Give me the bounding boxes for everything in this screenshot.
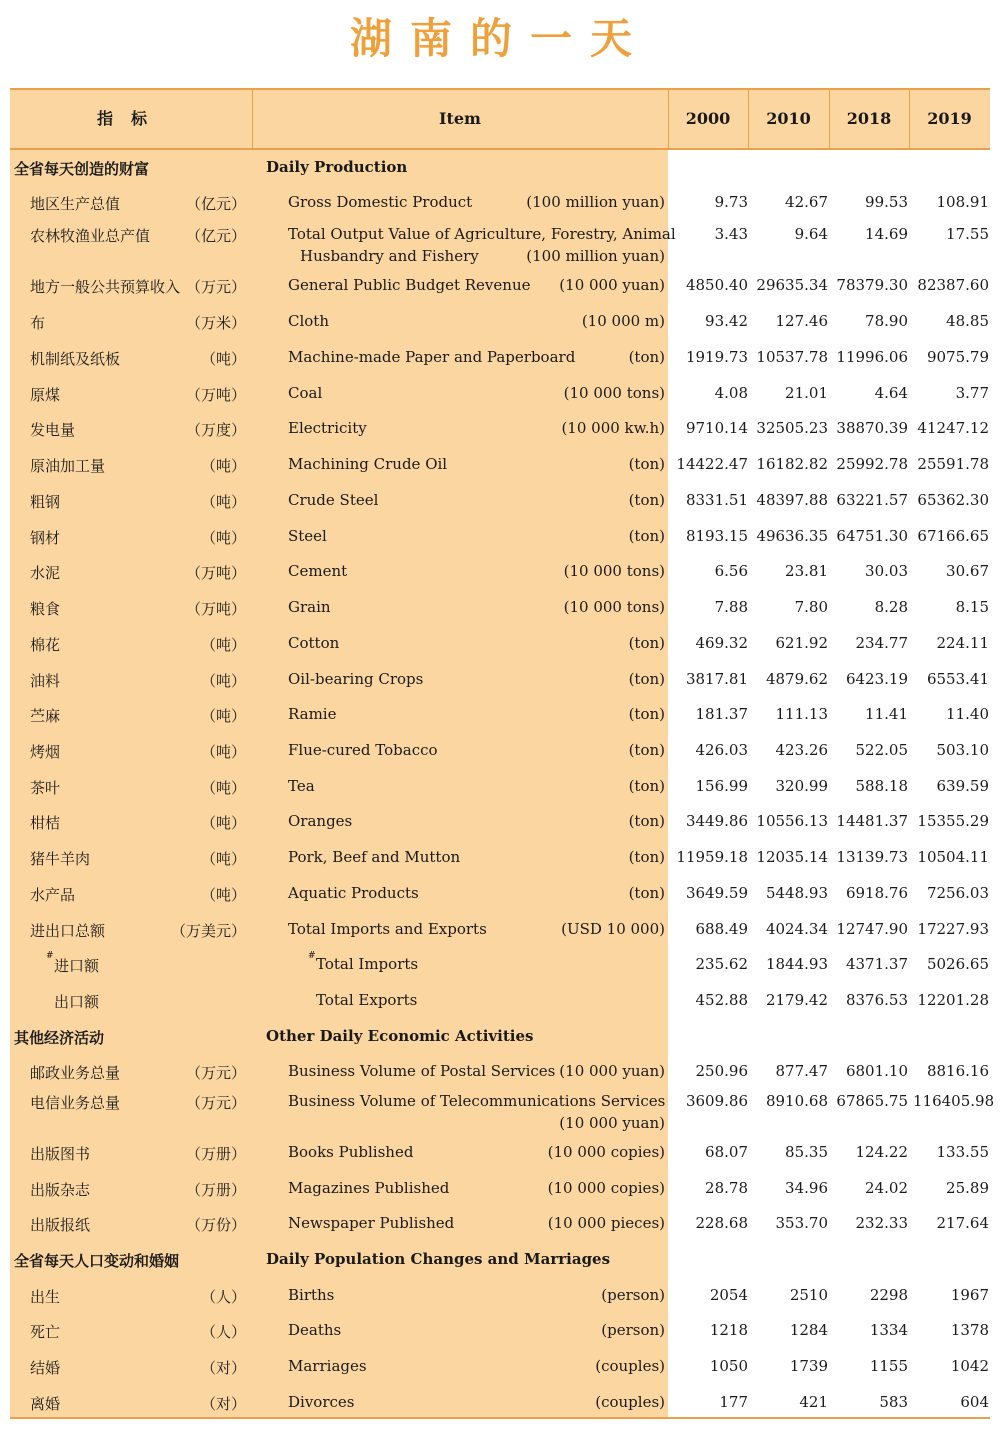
indicator-name-en: Oil-bearing Crops — [288, 670, 424, 688]
indicator-name-en: Gross Domestic Product — [288, 193, 473, 211]
value-2019: 17.55 — [946, 225, 989, 243]
indicator-unit-en: (ton) — [628, 705, 665, 723]
value-2019: 133.55 — [936, 1143, 989, 1161]
indicator-name-cn: 地区生产总值 — [30, 195, 121, 213]
value-2010: 5448.93 — [765, 884, 828, 902]
indicator-name-en: Marriages — [288, 1357, 367, 1375]
indicator-unit-en: (10 000 pieces) — [547, 1214, 665, 1232]
indicator-unit-en: (ton) — [628, 741, 665, 759]
value-2000: 8331.51 — [685, 491, 748, 509]
footnote-mark: # — [46, 951, 54, 961]
value-2019: 9075.79 — [926, 348, 989, 366]
value-2000: 156.99 — [695, 777, 748, 795]
value-2010: 877.47 — [775, 1062, 828, 1080]
indicator-unit-cn: （对） — [200, 1359, 246, 1377]
value-2018: 2298 — [869, 1286, 908, 1304]
value-2019: 224.11 — [936, 634, 989, 652]
value-2010: 42.67 — [785, 193, 828, 211]
value-2019: 3.77 — [955, 384, 989, 402]
indicator-name-en: Cotton — [288, 634, 340, 652]
value-2019: 25.89 — [946, 1179, 989, 1197]
indicator-name-en: Total Output Value of Agriculture, Forestry, Animal — [288, 225, 676, 243]
value-2010: 353.70 — [775, 1214, 828, 1232]
value-2000: 14422.47 — [676, 455, 748, 473]
value-2018: 38870.39 — [836, 419, 908, 437]
indicator-unit-cn: （万份） — [185, 1216, 246, 1234]
indicator-unit-cn: （吨） — [200, 814, 246, 832]
indicator-name-en: Oranges — [288, 812, 353, 830]
value-2010: 8910.68 — [765, 1092, 828, 1110]
indicator-unit-en: (ton) — [628, 670, 665, 688]
value-2018: 99.53 — [865, 193, 908, 211]
header-year-2018: 2018 — [846, 109, 892, 128]
value-2010: 4024.34 — [765, 920, 828, 938]
value-2010: 621.92 — [775, 634, 828, 652]
value-2000: 452.88 — [695, 991, 748, 1009]
section-title-cn: 全省每天人口变动和婚姻 — [14, 1252, 180, 1270]
indicator-name-cn: 水泥 — [30, 564, 61, 582]
indicator-unit-en: (ton) — [628, 527, 665, 545]
indicator-name-en: Aquatic Products — [288, 884, 419, 902]
indicator-name-cn: 钢材 — [30, 529, 61, 547]
indicator-unit-en: (person) — [601, 1321, 665, 1339]
indicator-unit-en: (ton) — [628, 348, 665, 366]
indicator-name-en: Newspaper Published — [288, 1214, 455, 1232]
value-2018: 25992.78 — [836, 455, 908, 473]
value-2010: 32505.23 — [756, 419, 828, 437]
value-2018: 24.02 — [865, 1179, 908, 1197]
indicator-unit-cn: （吨） — [200, 850, 246, 868]
indicator-unit-cn: （万元） — [185, 278, 246, 296]
value-2019: 108.91 — [936, 193, 989, 211]
sub-indicator-name-cn: 出口额 — [54, 993, 100, 1011]
value-2019: 8.15 — [955, 598, 989, 616]
indicator-name-cn: 出版杂志 — [30, 1181, 91, 1199]
value-2019: 604 — [960, 1393, 989, 1411]
value-2010: 421 — [799, 1393, 828, 1411]
indicator-unit-cn: （吨） — [200, 350, 246, 368]
value-2010: 2179.42 — [765, 991, 828, 1009]
value-2018: 588.18 — [855, 777, 908, 795]
indicator-unit-en: (ton) — [628, 455, 665, 473]
value-2010: 49636.35 — [756, 527, 828, 545]
indicator-name-cn: 邮政业务总量 — [30, 1064, 121, 1082]
value-2000: 469.32 — [695, 634, 748, 652]
value-2018: 78.90 — [865, 312, 908, 330]
value-2018: 11.41 — [865, 705, 908, 723]
indicator-unit-en: (10 000 kw.h) — [561, 419, 665, 437]
table-bottom-rule — [10, 1417, 990, 1419]
value-2000: 68.07 — [705, 1143, 748, 1161]
indicator-name-en: Crude Steel — [288, 491, 379, 509]
indicator-unit-cn: （万米） — [185, 314, 246, 332]
indicator-unit-en: (couples) — [595, 1357, 665, 1375]
value-2019: 6553.41 — [926, 670, 989, 688]
indicator-unit-cn: （人） — [200, 1323, 246, 1341]
section-title-en: Daily Population Changes and Marriages — [266, 1250, 611, 1268]
indicator-unit-cn: （人） — [200, 1288, 246, 1306]
value-2010: 10556.13 — [756, 812, 828, 830]
value-2018: 8.28 — [874, 598, 908, 616]
indicator-name-en: Electricity — [288, 419, 367, 437]
value-2019: 116405.98 — [913, 1092, 995, 1110]
indicator-name-en: Divorces — [288, 1393, 355, 1411]
indicator-name-cn: 原油加工量 — [30, 457, 106, 475]
value-2018: 64751.30 — [836, 527, 908, 545]
indicator-name-cn: 出生 — [30, 1288, 61, 1306]
value-2018: 63221.57 — [836, 491, 908, 509]
indicator-name-en-line2: Husbandry and Fishery — [300, 247, 479, 265]
value-2000: 3817.81 — [685, 670, 748, 688]
value-2010: 12035.14 — [756, 848, 828, 866]
value-2018: 234.77 — [855, 634, 908, 652]
header-year-2000: 2000 — [685, 109, 731, 128]
indicator-name-en: Machine-made Paper and Paperboard — [288, 348, 576, 366]
indicator-unit-en: (10 000 yuan) — [559, 1062, 665, 1080]
indicator-unit-cn: （吨） — [200, 672, 246, 690]
value-2018: 4.64 — [874, 384, 908, 402]
value-2019: 639.59 — [936, 777, 989, 795]
value-2019: 65362.30 — [917, 491, 989, 509]
value-2000: 9.73 — [714, 193, 748, 211]
value-2018: 6423.19 — [845, 670, 908, 688]
value-2000: 3609.86 — [685, 1092, 748, 1110]
value-2019: 1967 — [950, 1286, 989, 1304]
indicator-unit-en: (ton) — [628, 634, 665, 652]
value-2000: 4.08 — [714, 384, 748, 402]
value-2010: 48397.88 — [756, 491, 828, 509]
value-2010: 1844.93 — [765, 955, 828, 973]
value-2010: 423.26 — [775, 741, 828, 759]
value-2010: 127.46 — [775, 312, 828, 330]
indicator-name-en: Total Imports and Exports — [288, 920, 487, 938]
indicator-name-en: Business Volume of Postal Services — [288, 1062, 556, 1080]
indicator-name-cn: 布 — [30, 314, 46, 332]
value-2019: 48.85 — [946, 312, 989, 330]
indicator-unit-en: (100 million yuan) — [526, 193, 665, 211]
value-2019: 67166.65 — [917, 527, 989, 545]
indicator-unit-en: (10 000 yuan) — [559, 276, 665, 294]
indicator-unit-cn: （万元） — [185, 1064, 246, 1082]
value-2000: 3449.86 — [685, 812, 748, 830]
indicator-unit-en: (10 000 tons) — [563, 598, 665, 616]
indicator-name-en: General Public Budget Revenue — [288, 276, 531, 294]
value-2019: 503.10 — [936, 741, 989, 759]
indicator-name-en: Coal — [288, 384, 323, 402]
value-2010: 85.35 — [785, 1143, 828, 1161]
indicator-name-en: Cloth — [288, 312, 329, 330]
indicator-name-en: Business Volume of Telecommunications Services — [288, 1092, 666, 1110]
section-title-cn: 其他经济活动 — [14, 1029, 105, 1047]
indicator-name-cn: 出版报纸 — [30, 1216, 91, 1234]
page-title: 湖南的一天 — [349, 14, 650, 63]
value-2000: 8193.15 — [685, 527, 748, 545]
value-2018: 6801.10 — [845, 1062, 908, 1080]
indicator-name-cn: 油料 — [30, 672, 61, 690]
value-2000: 228.68 — [695, 1214, 748, 1232]
indicator-unit-cn: （万册） — [185, 1181, 246, 1199]
footnote-mark: # — [308, 951, 316, 961]
value-2019: 1378 — [950, 1321, 989, 1339]
indicator-name-cn: 离婚 — [30, 1395, 61, 1413]
value-2000: 1218 — [709, 1321, 748, 1339]
header-indicator-cn: 指标 — [96, 109, 165, 128]
value-2019: 25591.78 — [917, 455, 989, 473]
value-2018: 583 — [879, 1393, 908, 1411]
value-2010: 9.64 — [794, 225, 828, 243]
indicator-name-en: Tea — [288, 777, 315, 795]
value-2010: 4879.62 — [765, 670, 828, 688]
header-item-en: Item — [439, 109, 481, 128]
value-2018: 8376.53 — [845, 991, 908, 1009]
indicator-unit-cn: （吨） — [200, 743, 246, 761]
indicator-unit-en: (ton) — [628, 884, 665, 902]
indicator-unit-cn: （万元） — [185, 1094, 246, 1112]
indicator-name-en: Books Published — [288, 1143, 414, 1161]
indicator-unit-en: (ton) — [628, 491, 665, 509]
indicator-name-cn: 农林牧渔业总产值 — [30, 227, 151, 245]
value-2000: 11959.18 — [676, 848, 748, 866]
value-2010: 23.81 — [785, 562, 828, 580]
value-2000: 9710.14 — [685, 419, 748, 437]
indicator-name-cn: 猪牛羊肉 — [30, 850, 91, 868]
indicator-unit-cn: （万吨） — [185, 600, 246, 618]
value-2018: 67865.75 — [836, 1092, 908, 1110]
value-2018: 30.03 — [865, 562, 908, 580]
indicator-unit-cn: （对） — [200, 1395, 246, 1413]
value-2018: 124.22 — [855, 1143, 908, 1161]
indicator-unit-en: (10 000 tons) — [563, 384, 665, 402]
indicator-unit-en: (100 million yuan) — [526, 247, 665, 265]
value-2000: 688.49 — [695, 920, 748, 938]
value-2018: 12747.90 — [836, 920, 908, 938]
value-2018: 522.05 — [855, 741, 908, 759]
value-2018: 1334 — [869, 1321, 908, 1339]
indicator-unit-en: (ton) — [628, 812, 665, 830]
value-2000: 28.78 — [705, 1179, 748, 1197]
sub-indicator-name-cn: 进口额 — [54, 957, 100, 975]
value-2010: 16182.82 — [756, 455, 828, 473]
value-2010: 21.01 — [785, 384, 828, 402]
indicator-name-cn: 茶叶 — [30, 779, 61, 797]
value-2000: 3.43 — [714, 225, 748, 243]
indicator-name-en: Births — [288, 1286, 335, 1304]
value-2010: 1284 — [789, 1321, 828, 1339]
indicator-unit-cn: （万美元） — [170, 922, 246, 940]
value-2019: 7256.03 — [926, 884, 989, 902]
indicator-name-cn: 地方一般公共预算收入 — [30, 278, 181, 296]
value-2010: 29635.34 — [756, 276, 828, 294]
indicator-unit-en: (10 000 yuan) — [559, 1114, 665, 1132]
value-2010: 34.96 — [785, 1179, 828, 1197]
indicator-unit-cn: （万吨） — [185, 564, 246, 582]
indicator-unit-cn: （吨） — [200, 529, 246, 547]
value-2018: 232.33 — [855, 1214, 908, 1232]
indicator-unit-cn: （吨） — [200, 779, 246, 797]
indicator-name-cn: 苎麻 — [30, 707, 61, 725]
value-2019: 1042 — [950, 1357, 989, 1375]
value-2000: 235.62 — [695, 955, 748, 973]
indicator-unit-en: (10 000 copies) — [547, 1143, 665, 1161]
value-2018: 11996.06 — [836, 348, 908, 366]
value-2000: 93.42 — [705, 312, 748, 330]
value-2000: 177 — [719, 1393, 748, 1411]
indicator-unit-en: (10 000 copies) — [547, 1179, 665, 1197]
indicator-name-en: Ramie — [288, 705, 337, 723]
value-2010: 111.13 — [775, 705, 828, 723]
indicator-unit-cn: （吨） — [200, 457, 246, 475]
value-2019: 17227.93 — [917, 920, 989, 938]
table-header-rule — [10, 148, 990, 150]
value-2000: 1919.73 — [685, 348, 748, 366]
value-2019: 11.40 — [946, 705, 989, 723]
value-2019: 8816.16 — [926, 1062, 989, 1080]
indicator-unit-cn: （吨） — [200, 707, 246, 725]
indicator-name-cn: 烤烟 — [30, 743, 61, 761]
sub-indicator-name-en: Total Exports — [316, 991, 418, 1009]
indicator-name-cn: 结婚 — [30, 1359, 61, 1377]
value-2018: 78379.30 — [836, 276, 908, 294]
indicator-unit-cn: （万吨） — [185, 386, 246, 404]
indicator-unit-en: (couples) — [595, 1393, 665, 1411]
section-title-en: Daily Production — [266, 158, 408, 176]
indicator-name-en: Flue-cured Tobacco — [288, 741, 438, 759]
value-2000: 426.03 — [695, 741, 748, 759]
indicator-name-cn: 水产品 — [30, 886, 76, 904]
value-2018: 4371.37 — [845, 955, 908, 973]
indicator-name-cn: 粗钢 — [30, 493, 61, 511]
indicator-unit-cn: （万度） — [185, 421, 246, 439]
indicator-name-cn: 进出口总额 — [30, 922, 106, 940]
header-year-2019: 2019 — [927, 109, 972, 128]
value-2010: 7.80 — [794, 598, 828, 616]
indicator-name-cn: 出版图书 — [30, 1145, 91, 1163]
indicator-unit-cn: （吨） — [200, 886, 246, 904]
indicator-name-en: Magazines Published — [288, 1179, 450, 1197]
indicator-name-en: Pork, Beef and Mutton — [288, 848, 461, 866]
indicator-unit-en: (ton) — [628, 777, 665, 795]
indicator-unit-cn: （吨） — [200, 493, 246, 511]
indicator-name-en: Machining Crude Oil — [288, 455, 448, 473]
value-2010: 2510 — [789, 1286, 828, 1304]
value-2000: 7.88 — [714, 598, 748, 616]
indicator-name-en: Deaths — [288, 1321, 342, 1339]
indicator-unit-en: (person) — [601, 1286, 665, 1304]
value-2019: 15355.29 — [917, 812, 989, 830]
indicator-name-en: Grain — [288, 598, 331, 616]
section-title-en: Other Daily Economic Activities — [266, 1027, 534, 1045]
indicator-unit-cn: （亿元） — [185, 227, 246, 245]
value-2018: 14481.37 — [836, 812, 908, 830]
value-2000: 250.96 — [695, 1062, 748, 1080]
section-title-cn: 全省每天创造的财富 — [14, 160, 150, 178]
value-2018: 6918.76 — [845, 884, 908, 902]
sub-indicator-name-en: Total Imports — [316, 955, 419, 973]
value-2018: 1155 — [869, 1357, 908, 1375]
header-year-2010: 2010 — [766, 109, 811, 128]
indicator-unit-cn: （吨） — [200, 636, 246, 654]
indicator-unit-en: (10 000 m) — [581, 312, 665, 330]
value-2000: 2054 — [709, 1286, 748, 1304]
indicator-unit-cn: （亿元） — [185, 195, 246, 213]
value-2000: 3649.59 — [685, 884, 748, 902]
value-2000: 4850.40 — [685, 276, 748, 294]
value-2019: 30.67 — [946, 562, 989, 580]
value-2010: 10537.78 — [756, 348, 828, 366]
value-2019: 82387.60 — [917, 276, 989, 294]
indicator-name-cn: 原煤 — [30, 386, 61, 404]
value-2018: 14.69 — [865, 225, 908, 243]
indicator-name-cn: 发电量 — [30, 421, 76, 439]
indicator-name-cn: 棉花 — [30, 636, 61, 654]
indicator-name-en: Steel — [288, 527, 327, 545]
value-2019: 217.64 — [936, 1214, 989, 1232]
indicator-name-en: Cement — [288, 562, 348, 580]
indicator-unit-en: (10 000 tons) — [563, 562, 665, 580]
value-2000: 6.56 — [714, 562, 748, 580]
value-2010: 320.99 — [775, 777, 828, 795]
value-2019: 12201.28 — [917, 991, 989, 1009]
value-2000: 1050 — [709, 1357, 748, 1375]
indicator-name-cn: 机制纸及纸板 — [30, 350, 121, 368]
indicator-unit-en: (USD 10 000) — [561, 920, 665, 938]
indicator-name-cn: 电信业务总量 — [30, 1094, 121, 1112]
value-2019: 41247.12 — [917, 419, 989, 437]
value-2019: 5026.65 — [926, 955, 989, 973]
indicator-name-cn: 粮食 — [30, 600, 61, 618]
indicator-name-cn: 死亡 — [30, 1323, 61, 1341]
indicator-unit-cn: （万册） — [185, 1145, 246, 1163]
value-2018: 13139.73 — [836, 848, 908, 866]
value-2000: 181.37 — [695, 705, 748, 723]
value-2019: 10504.11 — [917, 848, 989, 866]
indicator-name-cn: 柑桔 — [30, 814, 61, 832]
indicator-unit-en: (ton) — [628, 848, 665, 866]
value-2010: 1739 — [789, 1357, 828, 1375]
